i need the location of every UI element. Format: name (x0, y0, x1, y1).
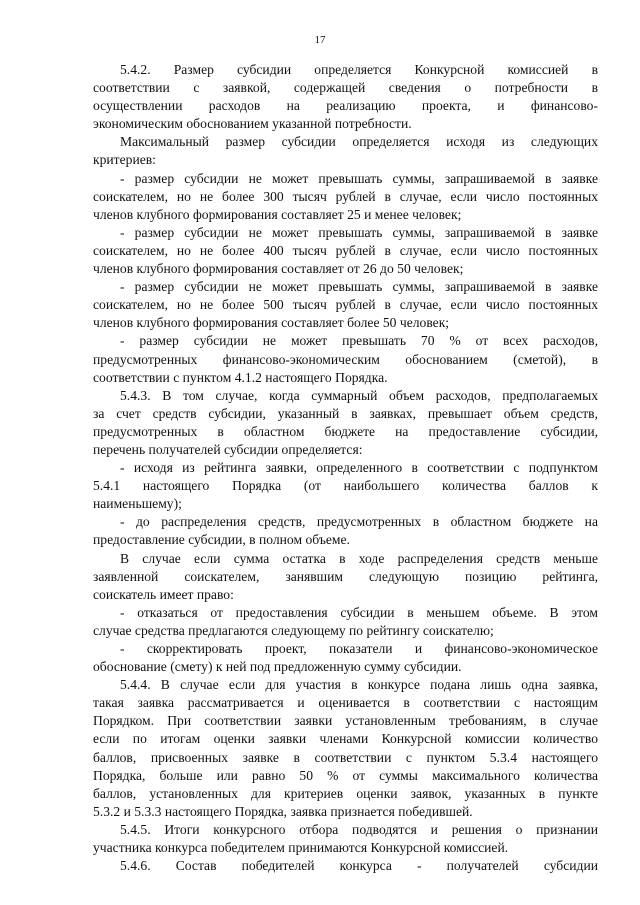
text-line: соискателем, но не более 400 тысяч рублей в случае, если число постоянных (93, 242, 598, 258)
text-line: баллов, установленных для критериев оценки заявок, указанных в пункте (93, 785, 598, 801)
document-body (93, 61, 598, 875)
text-line: 5.4.6. Состав победителей конкурса - получателей субсидии (120, 858, 598, 874)
text-line: осуществлении расходов на реализацию проекта, и финансово- (93, 98, 598, 114)
text-line: 5.4.1 настоящего Порядка (от наибольшего количества баллов к (93, 478, 598, 494)
text-line: соответствии с заявкой, содержащей сведения о потребности в (93, 80, 598, 96)
text-line: - исходя из рейтинга заявки, определенного в соответствии с подпунктом (120, 460, 598, 476)
text-line: - скорректировать проект, показатели и финансово-экономическое (120, 641, 598, 656)
text-line: 5.4.3. В том случае, когда суммарный объем расходов, предполагаемых (120, 387, 598, 403)
text-line: соискателем, но не более 500 тысяч рублей в случае, если число постоянных (93, 297, 598, 313)
text-line: предоставление субсидии, в полном объеме. (93, 532, 350, 548)
text-line: наименьшему); (93, 496, 182, 512)
text-line: - отказаться от предоставления субсидии в меньшем объеме. В этом (120, 604, 598, 620)
text-line: за счет средств субсидии, указанный в заявках, превышает объем средств, (93, 405, 598, 421)
text-line: случае средства предлагаются следующему по рейтингу соискателю; (93, 622, 494, 638)
text-line: предусмотренных в областном бюджете на предоставление субсидии, (93, 423, 598, 439)
text-line: членов клубного формирования составляет от 26 до 50 человек; (93, 261, 464, 277)
text-line: членов клубного формирования составляет более 50 человек; (93, 315, 450, 331)
text-line: критериев: (93, 152, 156, 168)
text-line: Максимальный размер субсидии определяется исходя из следующих (120, 134, 598, 150)
text-line: членов клубного формирования составляет 25 и менее человек; (93, 206, 462, 222)
text-line: соискатель имеет право: (93, 586, 234, 602)
text-line: - до распределения средств, предусмотренных в областном бюджете на (120, 514, 598, 530)
text-line: В случае если сумма остатка в ходе распределения средств меньше (120, 550, 598, 566)
text-line: экономическим обоснованием указанной потребности. (93, 116, 412, 132)
text-line: соответствии с пунктом 4.1.2 настоящего Порядка. (93, 369, 388, 385)
text-line: 5.3.2 и 5.3.3 настоящего Порядка, заявка признается победившей. (93, 803, 473, 819)
text-line: 5.4.5. Итоги конкурсного отбора подводятся и решения о признании (120, 821, 598, 837)
text-line: такая заявка рассматривается и оценивается в соответствии с настоящим (93, 695, 598, 711)
page-number: 17 (314, 34, 326, 46)
text-line: - размер субсидии не может превышать суммы, запрашиваемой в заявке (120, 279, 598, 295)
text-line: соискателем, но не более 300 тысяч рублей в случае, если число постоянных (93, 188, 598, 204)
text-line: перечень получателей субсидии определяется: (93, 441, 363, 457)
text-line: - размер субсидии не может превышать 70 % от всех расходов, (120, 333, 598, 349)
text-line: - размер субсидии не может превышать суммы, запрашиваемой в заявке (120, 224, 598, 240)
text-line: предусмотренных финансово-экономическим обоснованием (сметой), в (93, 351, 598, 367)
text-line: Порядка, больше или равно 50 % от суммы максимального количества (93, 767, 598, 783)
text-line: - размер субсидии не может превышать суммы, запрашиваемой в заявке (120, 170, 598, 186)
text-line: Порядком. При соответствии заявки установленным требованиям, в случае (93, 713, 598, 729)
text-line: 5.4.4. В случае если для участия в конкурсе подана лишь одна заявка, (120, 677, 598, 693)
text-line: заявленной соискателем, занявшим следующую позицию рейтинга, (93, 568, 598, 584)
text-line: обоснование (смету) к ней под предложенную сумму субсидии. (93, 659, 462, 675)
text-line: 5.4.2. Размер субсидии определяется Конкурсной комиссией в (120, 62, 598, 77)
text-line: баллов, присвоенных заявке в соответствии с пунктом 5.3.4 настоящего (93, 749, 598, 765)
text-line: если по итогам оценки заявки членами Конкурсной комиссии количество (93, 731, 598, 747)
text-line: участника конкурса победителем принимаются Конкурсной комиссией. (93, 840, 509, 856)
